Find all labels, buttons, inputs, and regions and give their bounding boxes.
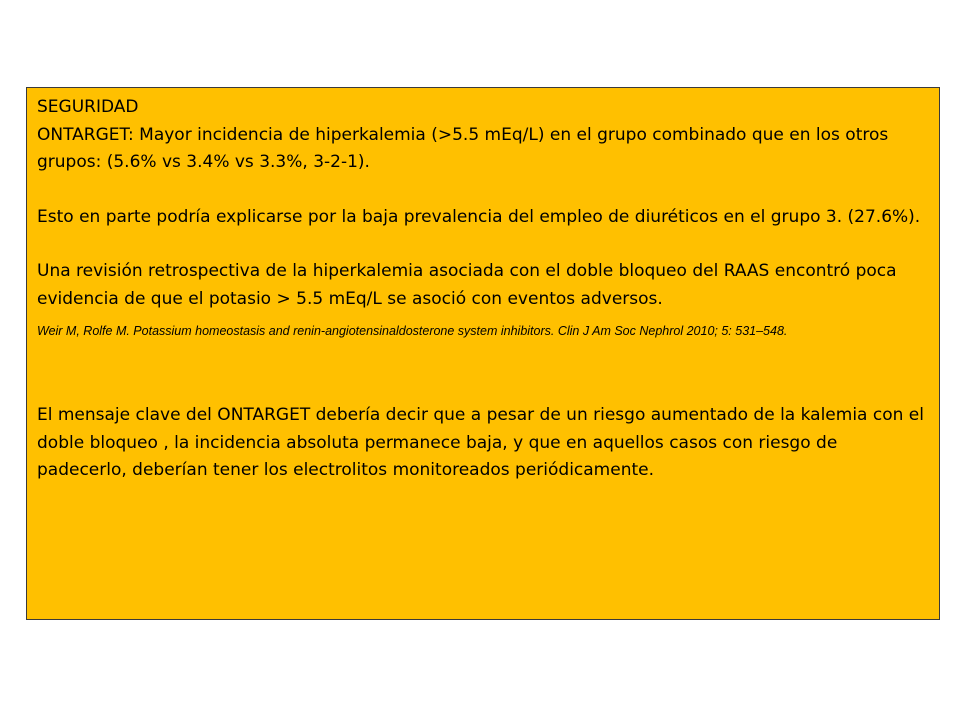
retrospective-review-paragraph: Una revisión retrospectiva de la hiperkalemia asociada con el doble bloqueo del RAAS encontró poca evidencia de que el potasio > 5.5 mEq/L se asoció con eventos adversos. xyxy=(37,261,897,309)
spacer xyxy=(37,340,929,402)
diuretics-paragraph: Esto en parte podría explicarse por la baja prevalencia del empleo de diuréticos en el grupo 3. (27.6%). xyxy=(37,206,921,227)
spacer xyxy=(37,313,929,322)
reference-citation: Weir M, Rolfe M. Potassium homeostasis and renin-angiotensinaldosterone system inhibitors. Clin J Am Soc Nephrol 2010; 5: 531–548. xyxy=(37,324,788,338)
spacer xyxy=(37,231,929,258)
content-text-box xyxy=(26,87,940,620)
spacer xyxy=(37,177,929,204)
key-message-paragraph: El mensaje clave del ONTARGET debería decir que a pesar de un riesgo aumentado de la kalemia con el doble bloqueo , la incidencia absoluta permanece baja, y que en aquellos casos con riesgo de padecerlo, deberían tener los electrolitos monitoreados periódicamente. xyxy=(37,405,924,480)
ontarget-hyperkalemia-paragraph: ONTARGET: Mayor incidencia de hiperkalemia (>5.5 mEq/L) en el grupo combinado que en los otros grupos: (5.6% vs 3.4% vs 3.3%, 3-2-1). xyxy=(37,124,889,172)
section-heading: SEGURIDAD xyxy=(37,97,139,117)
